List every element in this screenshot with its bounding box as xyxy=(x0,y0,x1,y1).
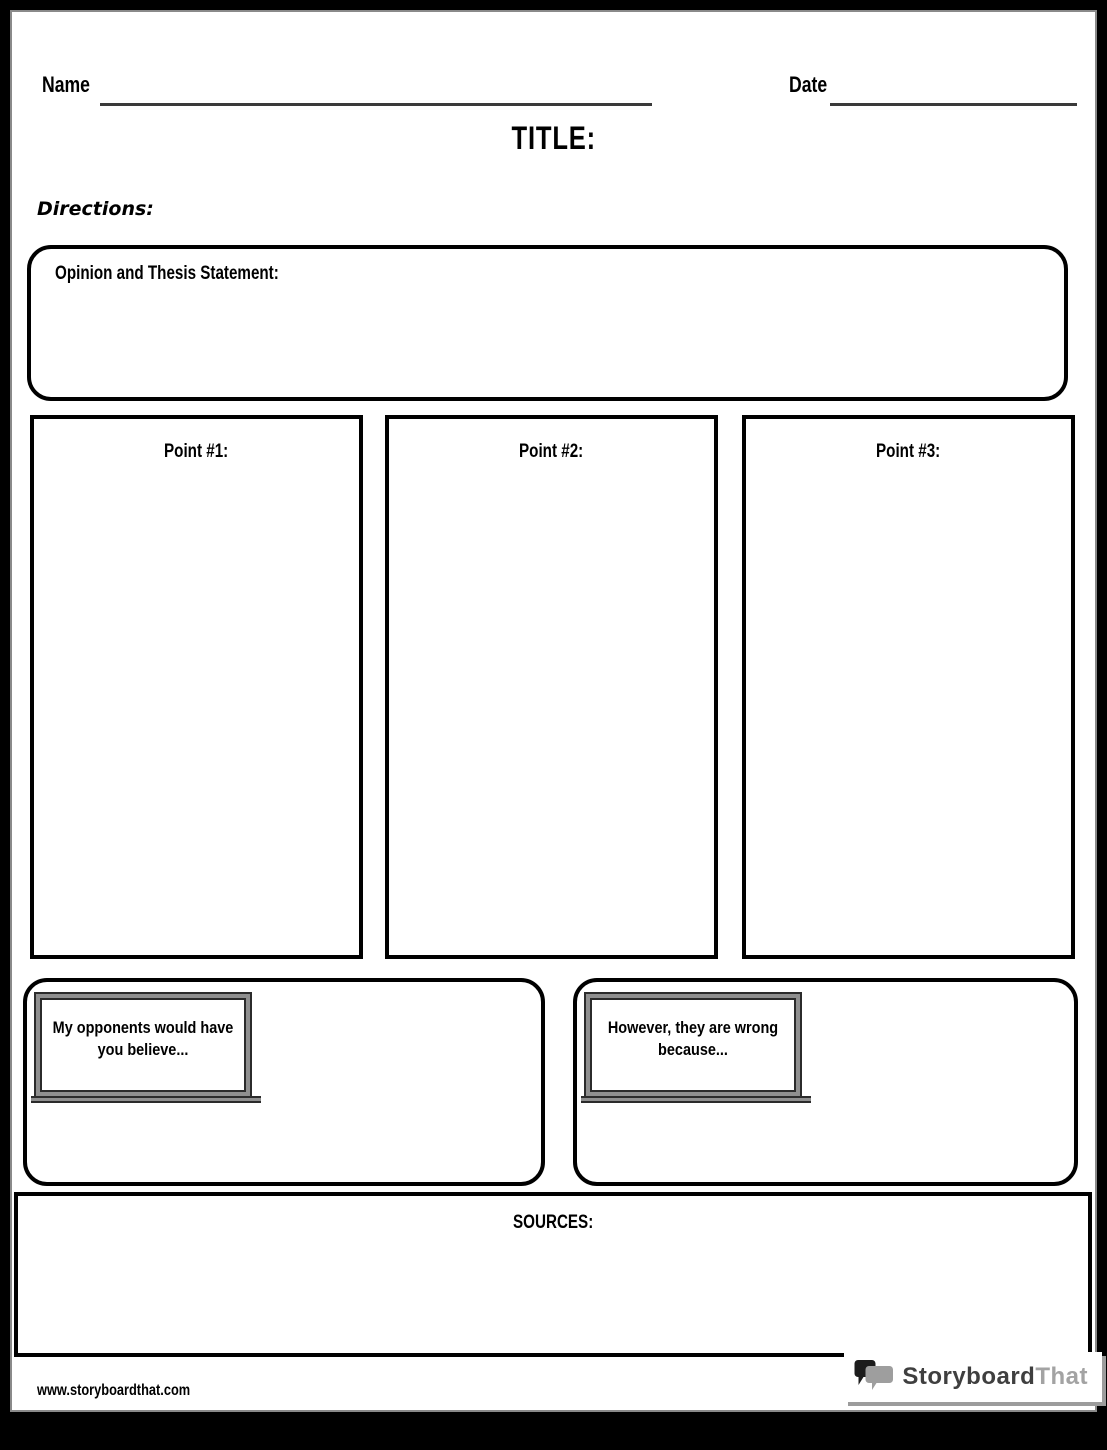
speech-bubbles-icon xyxy=(854,1359,894,1395)
logo-wordmark: StoryboardThat xyxy=(902,1363,1088,1390)
point-1-label: Point #1: xyxy=(164,441,229,462)
point-3-label: Point #3: xyxy=(876,441,941,462)
sources-box[interactable] xyxy=(14,1192,1092,1357)
sources-label: SOURCES: xyxy=(512,1212,594,1233)
point-2-box[interactable] xyxy=(385,415,718,959)
rebuttal-label: However, they are wrong because... xyxy=(607,1018,779,1060)
opponents-claim-label: My opponents would have you believe... xyxy=(52,1018,234,1060)
thesis-statement-label: Opinion and Thesis Statement: xyxy=(55,263,279,284)
whiteboard-tray xyxy=(31,1096,261,1103)
website-url: www.storyboardthat.com xyxy=(37,1382,191,1399)
name-input-line[interactable] xyxy=(100,68,652,106)
opponents-claim-box[interactable] xyxy=(23,978,545,1186)
point-2-label: Point #2: xyxy=(519,441,584,462)
date-label: Date xyxy=(789,72,828,97)
date-input-line[interactable] xyxy=(830,68,1077,106)
worksheet-sheet xyxy=(10,10,1097,1412)
rebuttal-box[interactable] xyxy=(573,978,1078,1186)
whiteboard-graphic xyxy=(36,994,250,1096)
whiteboard-tray xyxy=(581,1096,811,1103)
whiteboard-graphic xyxy=(586,994,800,1096)
page-title: TITLE: xyxy=(511,120,596,156)
point-1-box[interactable] xyxy=(30,415,363,959)
point-3-box[interactable] xyxy=(742,415,1075,959)
directions-label: Directions: xyxy=(37,198,154,220)
storyboardthat-logo xyxy=(844,1352,1102,1402)
name-label: Name xyxy=(42,72,90,97)
thesis-statement-box[interactable] xyxy=(27,245,1068,401)
